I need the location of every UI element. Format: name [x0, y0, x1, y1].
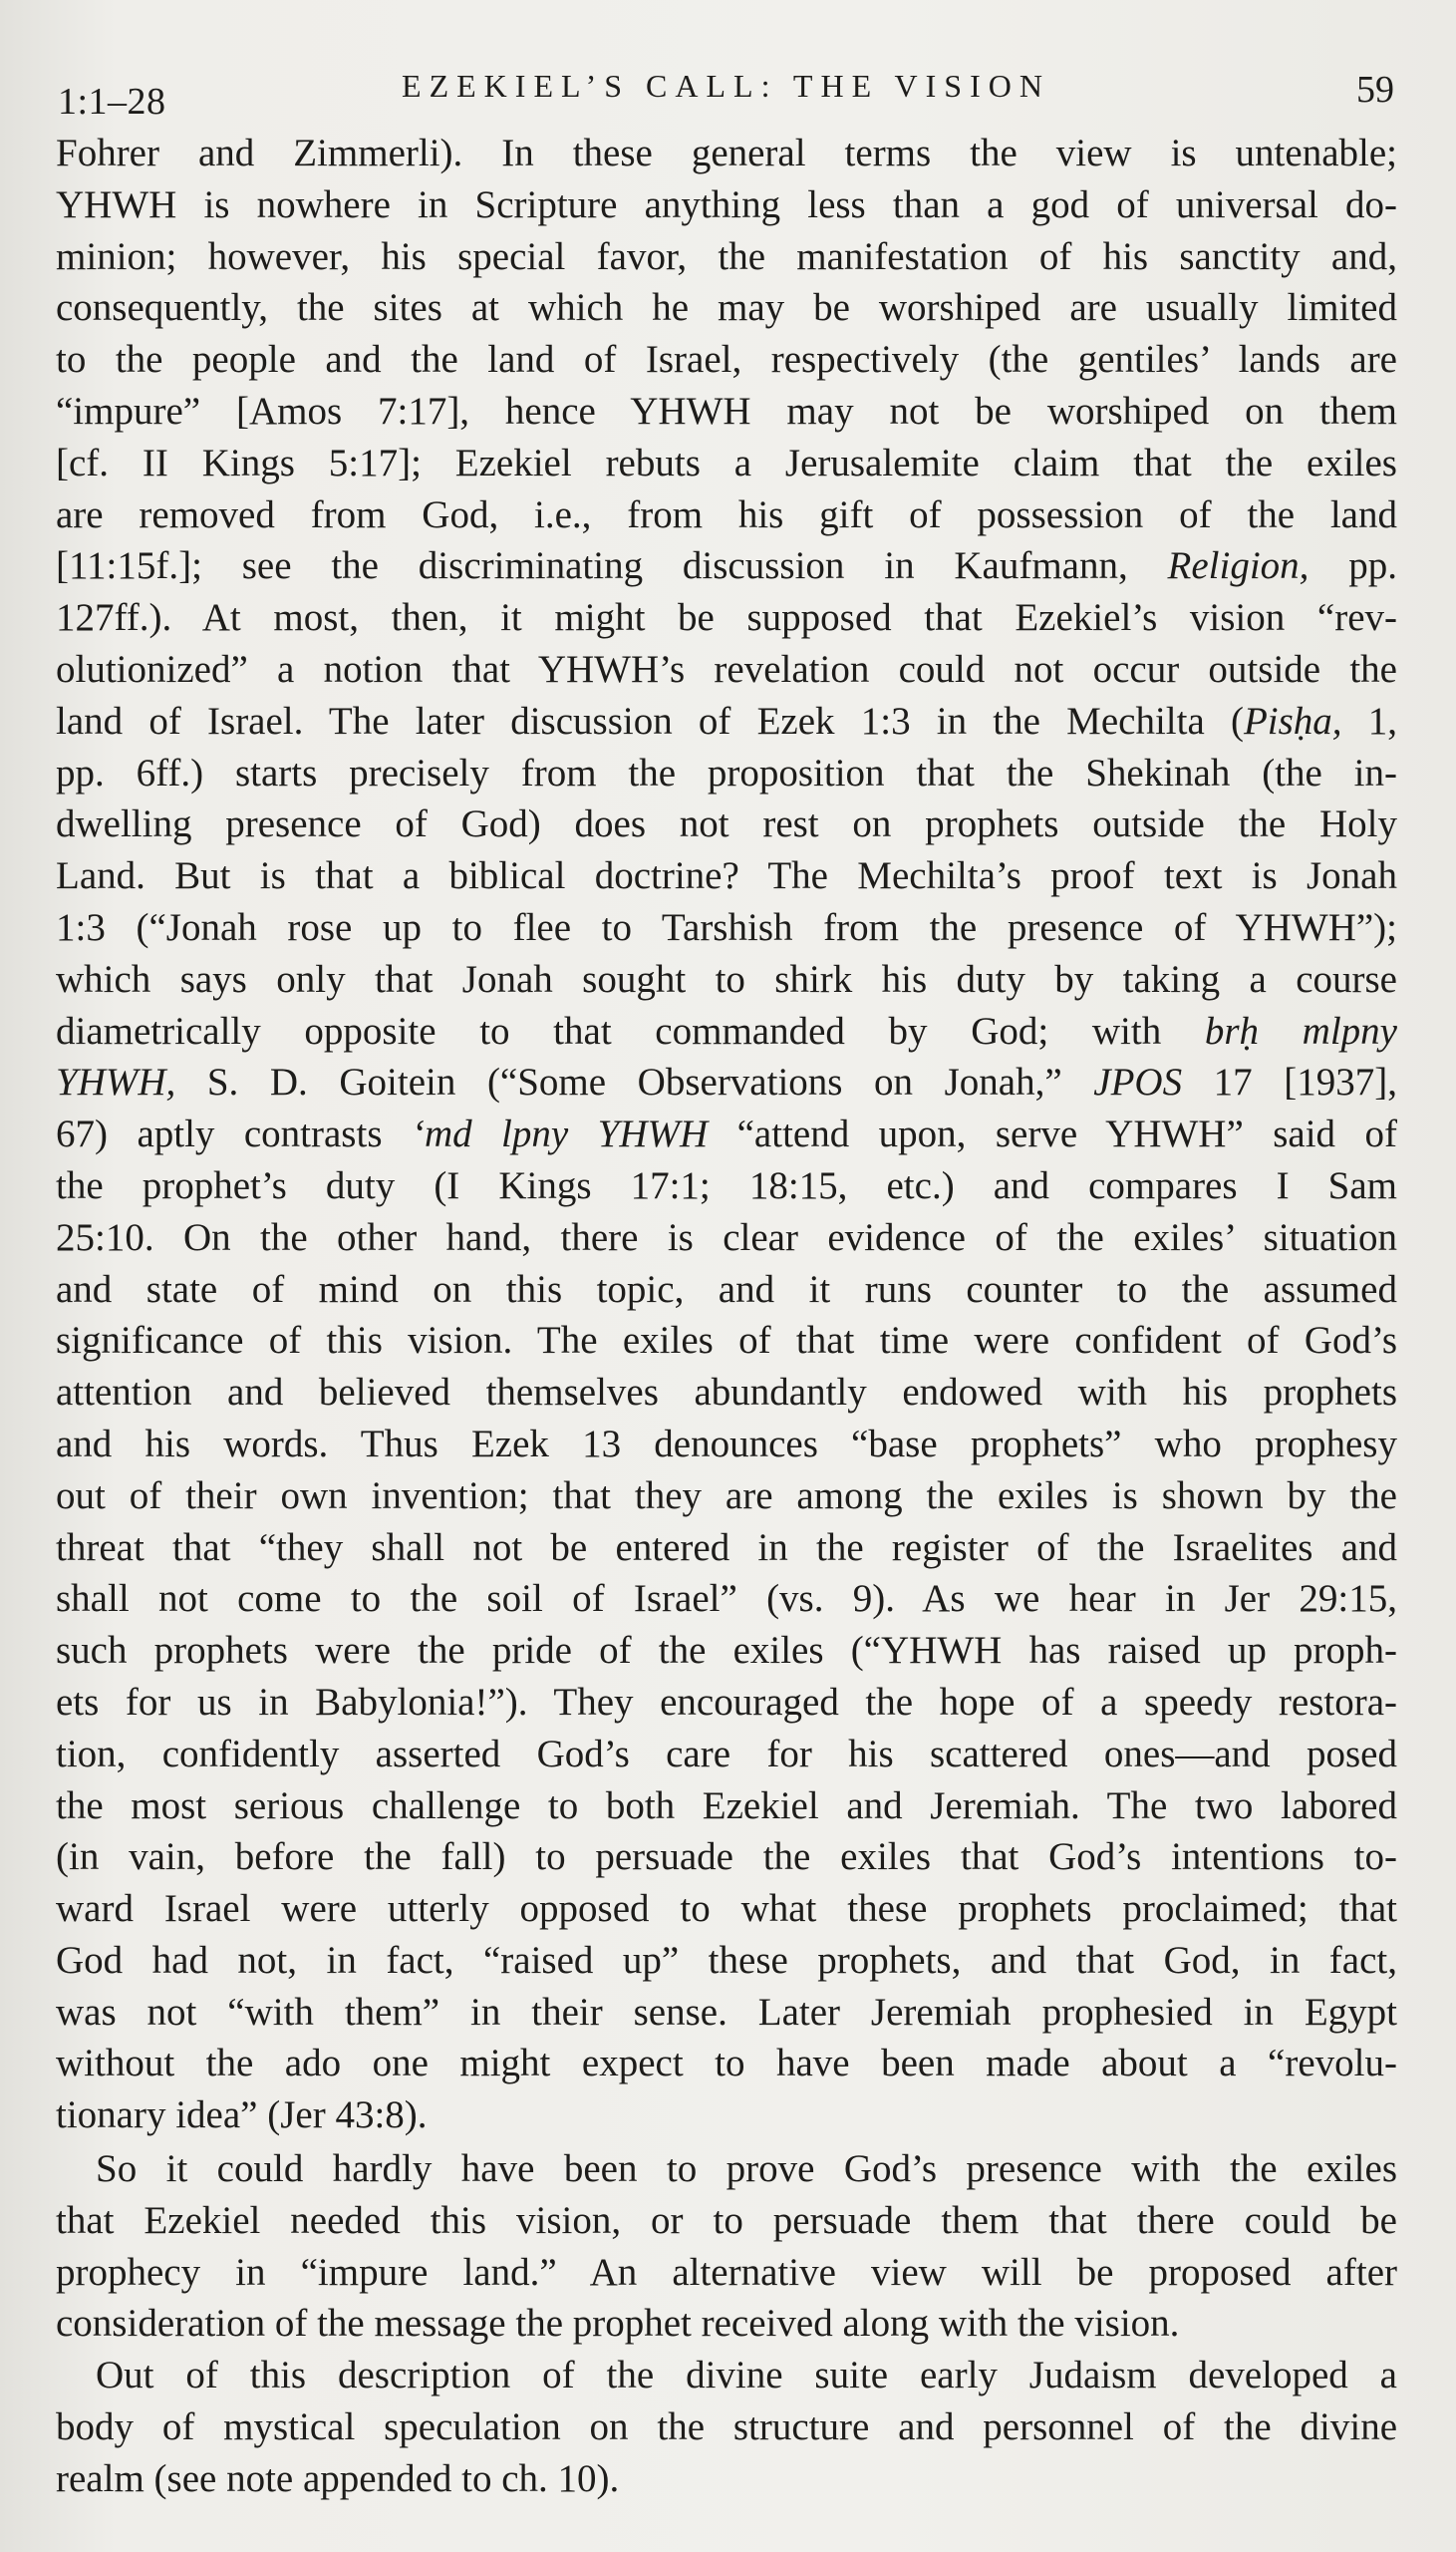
- text-run: dwelling presence of God) does not rest on prophets outside the Holy: [56, 802, 1397, 846]
- text-line: [56, 282, 1397, 334]
- text-line: [56, 954, 1397, 1006]
- text-run: ward Israel were utterly opposed to what these prophets proclaimed; that: [56, 1887, 1397, 1931]
- text-run: tionary idea” (Jer 43:8).: [56, 2093, 428, 2137]
- running-header: [58, 58, 1394, 128]
- running-title: EZEKIEL’S CALL: THE VISION: [402, 68, 1050, 104]
- text-line: [56, 2038, 1397, 2089]
- text-run: God had not, in fact, “raised up” these prophets, and that God, in fact,: [56, 1938, 1397, 1982]
- text-line: [56, 2247, 1397, 2299]
- text-line: [56, 489, 1397, 541]
- text-line: [56, 1987, 1397, 2039]
- text-run: Fohrer and Zimmerli). In these general terms the view is untenable;: [56, 132, 1397, 174]
- text-line: [56, 696, 1397, 748]
- chapter-verse-reference: 1:1–28: [58, 81, 166, 123]
- text-run: [cf. II Kings 5:17]; Ezekiel rebuts a Jerusalemite claim that the exiles: [56, 441, 1397, 484]
- text-line: [56, 2350, 1397, 2401]
- text-line: [56, 1780, 1397, 1832]
- text-run: 67) aptly contrasts: [56, 1113, 412, 1156]
- italic-text: Pisḥa,: [1243, 699, 1342, 743]
- text-line: [56, 1109, 1397, 1160]
- text-run: ets for us in Babylonia!”). They encouraged the hope of a speedy restora-: [56, 1680, 1397, 1724]
- text-run: 17 [1937],: [1182, 1061, 1397, 1105]
- text-run: minion; however, his special favor, the manifestation of his sanctity and,: [56, 234, 1397, 278]
- text-run: 25:10. On the other hand, there is clear evidence of the exiles’ situation: [56, 1215, 1397, 1259]
- text-run: shall not come to the soil of Israel” (vs. 9). As we hear in Jer 29:15,: [56, 1577, 1397, 1621]
- text-line: [56, 438, 1397, 489]
- text-run: 127ff.). At most, then, it might be supposed that Ezekiel’s vision “rev-: [56, 596, 1397, 640]
- text-run: body of mystical speculation on the structure and personnel of the divine: [56, 2405, 1397, 2449]
- text-line: [56, 1729, 1397, 1780]
- text-run: attention and believed themselves abundantly endowed with his prophets: [56, 1371, 1397, 1415]
- body-text: [56, 128, 1397, 2505]
- text-line: [56, 592, 1397, 644]
- italic-text: brḥ mlpny: [1204, 1009, 1397, 1053]
- text-run: significance of this vision. The exiles of that time were confident of God’s: [56, 1319, 1397, 1363]
- text-run: (in vain, before the fall) to persuade the exiles that God’s intentions to-: [56, 1835, 1397, 1879]
- italic-text: JPOS: [1093, 1061, 1183, 1105]
- text-run: pp.: [1309, 544, 1397, 588]
- text-line: [56, 1677, 1397, 1729]
- text-run: Land. But is that a biblical doctrine? The Mechilta’s proof text is Jonah: [56, 854, 1397, 898]
- text-line: [56, 540, 1397, 592]
- text-line: [56, 850, 1397, 902]
- text-run: consequently, the sites at which he may be worshiped are usually limited: [56, 286, 1397, 330]
- text-run: are removed from God, i.e., from his gift of possession of the land: [56, 492, 1397, 536]
- text-run: So it could hardly have been to prove God’s presence with the exiles: [96, 2147, 1397, 2191]
- text-run: [11:15f.]; see the discriminating discussion in Kaufmann,: [56, 544, 1168, 588]
- text-run: 1:3 (“Jonah rose up to flee to Tarshish from the presence of YHWH”);: [56, 905, 1397, 949]
- text-line: [56, 1006, 1397, 1058]
- text-line: [56, 2143, 1397, 2195]
- text-run: out of their own invention; that they are among the exiles is shown by the: [56, 1473, 1397, 1517]
- text-run: was not “with them” in their sense. Later Jeremiah prophesied in Egypt: [56, 1990, 1397, 2034]
- text-line: [56, 1212, 1397, 1264]
- text-line: [56, 644, 1397, 696]
- text-line: [56, 334, 1397, 386]
- text-line: [56, 748, 1397, 799]
- text-run: without the ado one might expect to have been made about a “revolu-: [56, 2042, 1397, 2085]
- text-run: which says only that Jonah sought to shirk his duty by taking a course: [56, 957, 1397, 1001]
- text-line: [56, 1470, 1397, 1522]
- text-run: threat that “they shall not be entered in the register of the Israelites and: [56, 1525, 1397, 1569]
- text-line: [56, 1057, 1397, 1109]
- text-line: [56, 1935, 1397, 1987]
- text-run: such prophets were the pride of the exiles (“YHWH has raised up proph-: [56, 1629, 1397, 1673]
- text-run: and state of mind on this topic, and it runs counter to the assumed: [56, 1267, 1397, 1311]
- text-run: land of Israel. The later discussion of Ezek 1:3 in the Mechilta (: [56, 699, 1244, 743]
- text-line: [56, 1160, 1397, 1212]
- text-run: consideration of the message the prophet received along with the vision.: [56, 2302, 1180, 2346]
- text-line: [56, 1367, 1397, 1419]
- text-line: [56, 2401, 1397, 2453]
- italic-text: YHWH,: [56, 1061, 176, 1105]
- text-run: Out of this description of the divine suite early Judaism developed a: [96, 2354, 1397, 2397]
- page-number: 59: [1356, 69, 1394, 111]
- text-run: diametrically opposite to that commanded by God; with: [56, 1009, 1205, 1053]
- text-run: 1,: [1341, 699, 1397, 743]
- text-run: realm (see note appended to ch. 10).: [56, 2456, 620, 2500]
- text-line: [56, 1315, 1397, 1367]
- text-run: S. D. Goitein (“Some Observations on Jonah,”: [175, 1061, 1094, 1105]
- text-line: [56, 1883, 1397, 1935]
- text-line: [56, 1573, 1397, 1625]
- text-line: [56, 231, 1397, 283]
- text-line: [56, 2089, 1397, 2141]
- italic-text: Religion,: [1167, 544, 1310, 588]
- text-run: “impure” [Amos 7:17], hence YHWH may not be worshiped on them: [56, 389, 1397, 433]
- text-run: the most serious challenge to both Ezekiel and Jeremiah. The two labored: [56, 1783, 1397, 1827]
- text-run: and his words. Thus Ezek 13 denounces “base prophets” who prophesy: [56, 1422, 1397, 1465]
- text-line: [56, 179, 1397, 231]
- text-line: [56, 2298, 1397, 2350]
- text-line: [56, 2453, 1397, 2505]
- text-line: [56, 1264, 1397, 1316]
- text-line: [56, 1831, 1397, 1883]
- text-line: [56, 1625, 1397, 1677]
- text-line: [56, 1419, 1397, 1470]
- text-line: [56, 798, 1397, 850]
- text-line: [56, 902, 1397, 954]
- text-run: pp. 6ff.) starts precisely from the proposition that the Shekinah (the in-: [56, 751, 1397, 795]
- text-line: [56, 128, 1397, 179]
- text-run: prophecy in “impure land.” An alternative view will be proposed after: [56, 2250, 1397, 2294]
- text-line: [56, 1522, 1397, 1574]
- text-run: that Ezekiel needed this vision, or to persuade them that there could be: [56, 2198, 1397, 2242]
- text-run: to the people and the land of Israel, respectively (the gentiles’ lands are: [56, 338, 1397, 382]
- text-run: “attend upon, serve YHWH” said of: [708, 1113, 1397, 1156]
- text-run: olutionized” a notion that YHWH’s revelation could not occur outside the: [56, 647, 1397, 691]
- italic-text: ‘md lpny YHWH: [411, 1113, 709, 1156]
- text-run: tion, confidently asserted God’s care for his scattered ones—and posed: [56, 1732, 1397, 1775]
- text-line: [56, 386, 1397, 438]
- text-run: the prophet’s duty (I Kings 17:1; 18:15, etc.) and compares I Sam: [56, 1163, 1397, 1207]
- text-run: YHWH is nowhere in Scripture anything less than a god of universal do-: [56, 182, 1397, 226]
- text-line: [56, 2195, 1397, 2247]
